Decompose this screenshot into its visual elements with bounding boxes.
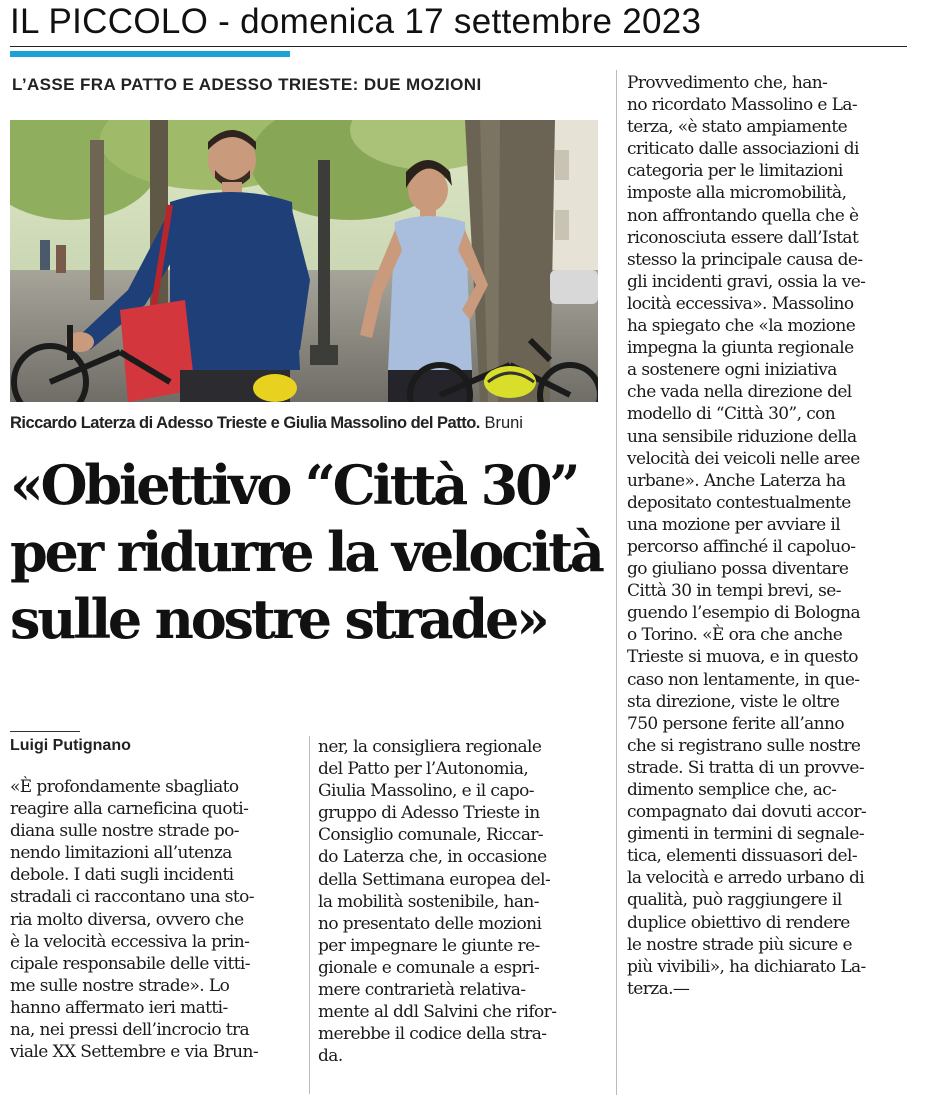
body-text-line: ria molto diversa, ovvero che [10, 909, 244, 930]
body-text-line: impegna la giunta regionale [627, 338, 854, 359]
body-text-line: «È profondamente sbagliato [10, 777, 239, 797]
body-text-line: ha spiegato che «la mozione [627, 316, 856, 337]
body-text-line: reagire alla carneficina quoti- [10, 799, 249, 820]
body-text-line: gimenti in termini di segnale- [627, 824, 864, 845]
body-text-line: go giuliano possa diventare [627, 559, 849, 580]
body-text-line: merebbe il codice della stra- [318, 1024, 547, 1045]
masthead: IL PICCOLO - domenica 17 settembre 2023 [10, 2, 702, 41]
body-text-line: Consiglio comunale, Riccar- [318, 825, 544, 846]
body-text-line: na, nei pressi dell’incrocio tra [10, 1020, 250, 1041]
body-text-line: da. [318, 1046, 343, 1067]
masthead-rule [10, 46, 907, 47]
body-text-line: Città 30 in tempi brevi, se- [627, 581, 841, 602]
body-text-line: depositato contestualmente [627, 492, 851, 513]
body-text-line: del Patto per l’Autonomia, [318, 759, 529, 780]
body-text-line: stesso la principale causa de- [627, 249, 863, 270]
body-text-line: viale XX Settembre e via Brun- [10, 1042, 259, 1063]
body-text-line: debole. I dati sugli incidenti [10, 865, 234, 886]
body-text-line: stradali ci raccontano una sto- [10, 887, 254, 908]
body-text-line: una mozione per avviare il [627, 514, 841, 535]
body-column-2 [318, 736, 603, 1067]
headline-line: sulle nostre strade» [10, 587, 547, 651]
body-text-line: gruppo di Adesso Trieste in [318, 803, 540, 824]
body-text-line: no ricordato Massolino e La- [627, 95, 858, 116]
body-text-line: non affrontando quella che è [627, 205, 859, 226]
body-text-line: categoria per le limitazioni [627, 161, 843, 182]
body-text-line: criticato dalle associazioni di [627, 139, 859, 160]
body-text-line: me sulle nostre strade». Lo [10, 975, 230, 996]
byline-rule [10, 731, 80, 732]
body-text-line: urbane». Anche Laterza ha [627, 470, 846, 491]
body-text-line: mente al ddl Salvini che rifor- [318, 1002, 557, 1023]
headline-line: «Obiettivo “Città 30” [10, 453, 578, 517]
body-text-line: mere contrarietà relativa- [318, 980, 526, 1001]
body-text-line: che si registrano sulle nostre [627, 735, 861, 756]
body-text-line: modello di “Città 30”, con [627, 404, 836, 425]
headline-line: per ridurre la velocità [10, 520, 602, 584]
body-text-line: velocità dei veicoli nelle aree [627, 448, 860, 469]
body-text-line: che vada nella direzione del [627, 382, 852, 403]
body-text-line: duplice obiettivo di rendere [627, 912, 850, 933]
body-text-line: diana sulle nostre strade po- [10, 821, 239, 842]
body-text-line: imposte alla micromobilità, [627, 183, 847, 204]
body-text-line: dimento semplice che, ac- [627, 780, 837, 800]
photo-credit: Bruni [479, 414, 523, 432]
body-text-line: guendo l’esempio di Bologna [627, 603, 861, 624]
body-text-line: a sostenere ogni iniziativa [627, 360, 837, 381]
body-text-line: locità eccessiva». Massolino [627, 293, 854, 314]
body-text-line: della Settimana europea del- [318, 869, 551, 890]
body-text-line: strade. Si tratta di un provve- [627, 757, 865, 778]
article-photo [10, 120, 598, 402]
body-text-line: più vivibili», ha dichiarato La- [627, 956, 866, 977]
body-text-line: Trieste si muova, e in questo [627, 647, 858, 668]
body-text-line: 750 persone ferite all’anno [627, 713, 844, 734]
body-text-line: gli incidenti gravi, ossia la ve- [627, 271, 866, 292]
body-column-1 [10, 776, 300, 1063]
body-text-line: Provvedimento che, han- [627, 73, 828, 93]
body-text-line: le nostre strade più sicure e [627, 934, 852, 955]
headline [10, 452, 620, 653]
body-text-line: gionale e comunale a espri- [318, 957, 540, 978]
body-text-line: no presentato delle mozioni [318, 913, 542, 934]
body-text-line: sta direzione, viste le oltre [627, 691, 840, 712]
body-text-line: percorso affinché il capoluo- [627, 536, 856, 557]
body-text-line: terza, «è stato ampiamente [627, 117, 848, 138]
body-text-line: la velocità e arredo urbano di [627, 868, 865, 889]
body-column-3 [627, 72, 912, 1000]
byline: Luigi Putignano [10, 737, 131, 754]
body-text-line: o Torino. «È ora che anche [627, 625, 843, 646]
body-text-line: nendo limitazioni all’utenza [10, 843, 232, 864]
column-divider [616, 70, 617, 1095]
caption-text: Riccardo Laterza di Adesso Trieste e Giulia Massolino del Patto. [10, 414, 480, 432]
body-text-line: terza.— [627, 978, 690, 999]
body-text-line: do Laterza che, in occasione [318, 847, 547, 868]
body-text-line: cipale responsabile delle vitti- [10, 953, 250, 974]
kicker: L’ASSE FRA PATTO E ADESSO TRIESTE: DUE MOZIONI [12, 75, 482, 94]
body-text-line: hanno affermato ieri matti- [10, 997, 228, 1018]
body-text-line: ner, la consigliera regionale [318, 737, 542, 757]
column-divider [309, 736, 310, 1094]
body-text-line: tica, elementi dissuasori del- [627, 846, 857, 867]
body-text-line: caso non lentamente, in que- [627, 669, 860, 690]
body-text-line: una sensibile riduzione della [627, 426, 857, 447]
photo-caption [10, 414, 610, 433]
accent-rule [10, 51, 290, 57]
body-text-line: compagnato dai dovuti accor- [627, 802, 867, 823]
body-text-line: riconosciuta essere dall’Istat [627, 227, 859, 248]
body-text-line: per impegnare le giunte re- [318, 935, 540, 956]
body-text-line: Giulia Massolino, e il capo- [318, 781, 534, 802]
body-text-line: è la velocità eccessiva la prin- [10, 931, 250, 952]
body-text-line: qualità, può raggiungere il [627, 890, 842, 911]
body-text-line: la mobilità sostenibile, han- [318, 891, 539, 912]
